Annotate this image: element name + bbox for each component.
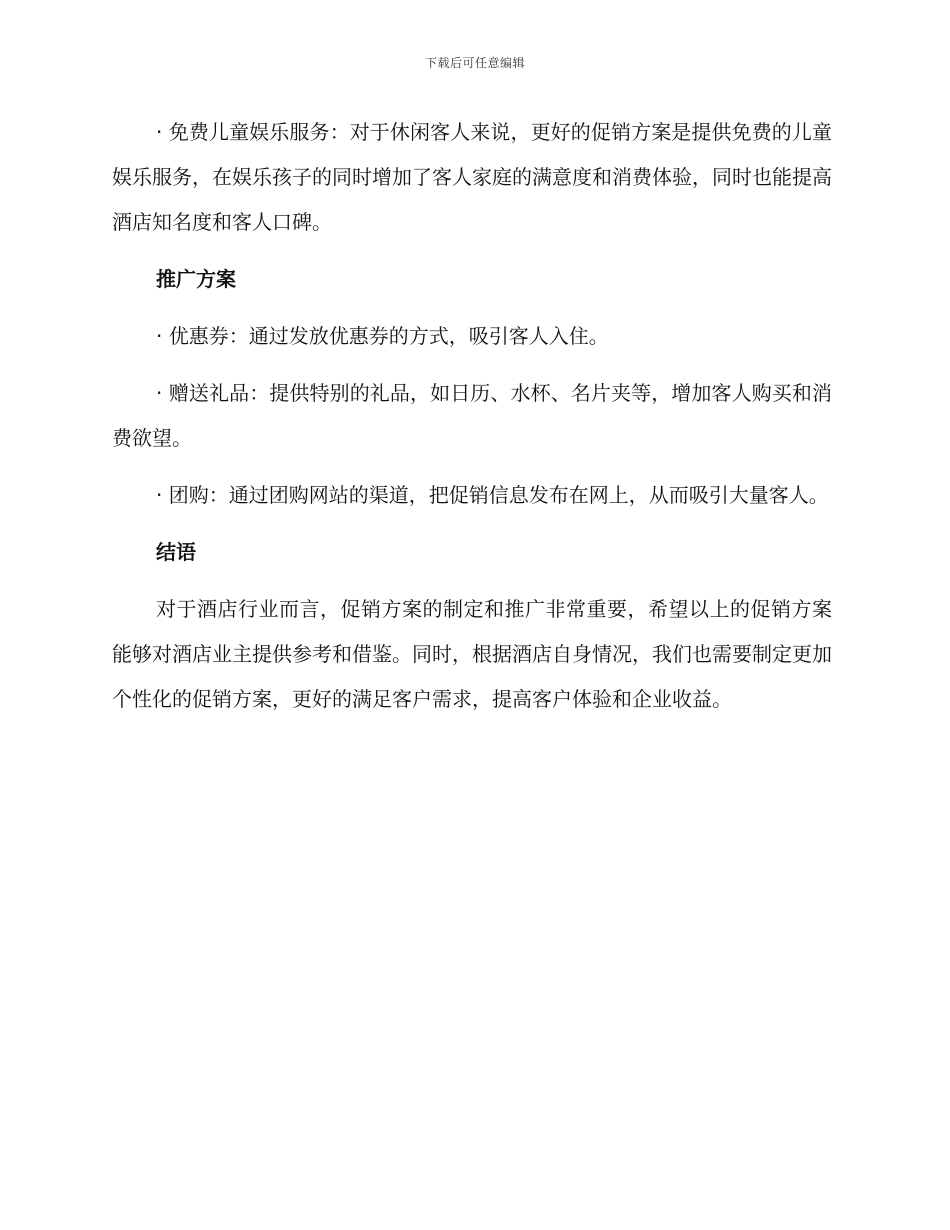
section-heading-promotion: 推广方案 (156, 267, 236, 291)
paragraph-gifts: · 赠送礼品：提供特别的礼品，如日历、水杯、名片夹等，增加客人购买和消费欲望。 (112, 381, 832, 450)
paragraph-coupons: · 优惠券：通过发放优惠券的方式，吸引客人入住。 (156, 324, 609, 348)
header-note: 下载后可任意编辑 (424, 56, 525, 70)
paragraph-group-buying: · 团购：通过团购网站的渠道，把促销信息发布在网上，从而吸引大量客人。 (156, 483, 829, 507)
paragraph-conclusion: 对于酒店行业而言，促销方案的制定和推广非常重要，希望以上的促销方案能够对酒店业主提供参考和借鉴。同时，根据酒店自身情况，我们也需要制定更加个性化的促销方案，更好的满足客户需求，提高客户体验和企业收益。 (112, 597, 832, 711)
document-body (112, 110, 832, 734)
paragraph-children-entertainment: · 免费儿童娱乐服务：对于休闲客人来说，更好的促销方案是提供免费的儿童娱乐服务，在娱乐孩子的同时增加了客人家庭的满意度和消费体验，同时也能提高酒店知名度和客人口碑。 (112, 120, 832, 234)
section-heading-conclusion: 结语 (156, 540, 196, 564)
